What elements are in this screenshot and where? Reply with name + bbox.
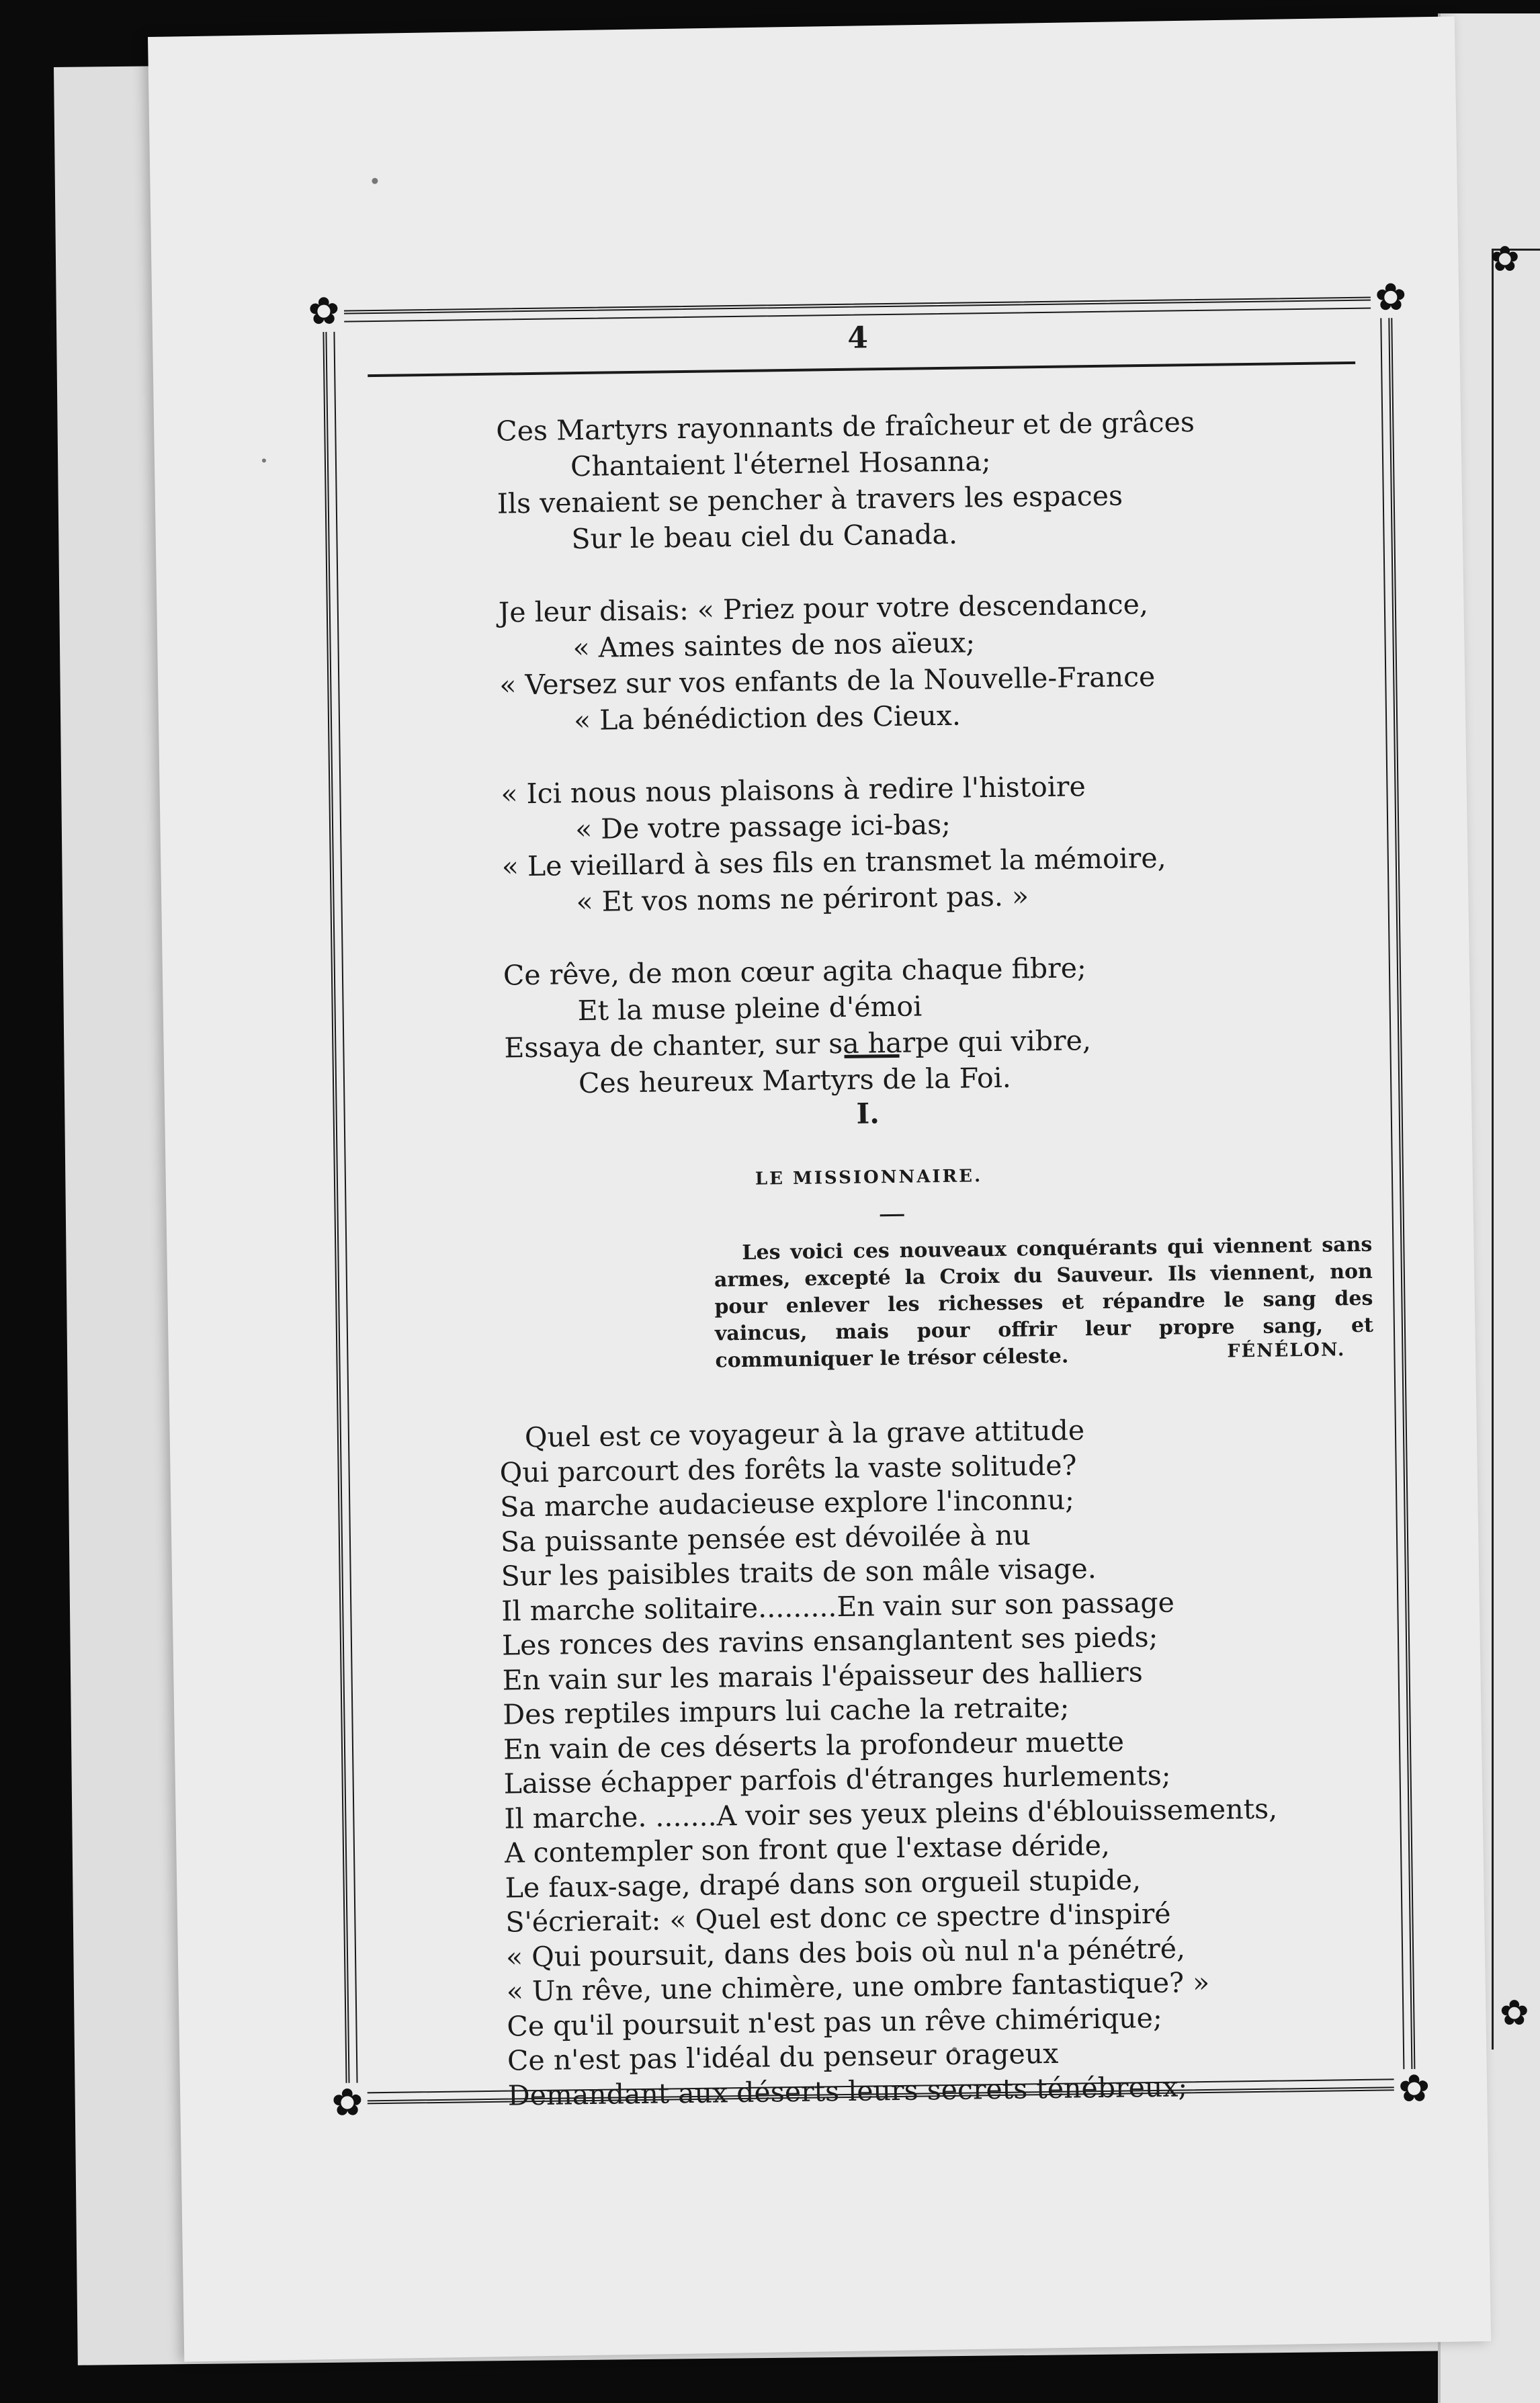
verse-line: « Un rêve, une chimère, une ombre fantastique? » xyxy=(506,1966,1210,2008)
poem-line: « Et vos noms ne périront pas. » xyxy=(576,880,1029,919)
corner-ornament: ✿ xyxy=(1370,278,1411,319)
verse-line: Quel est ce voyageur à la grave attitude xyxy=(524,1414,1085,1454)
scan-speck xyxy=(372,178,378,184)
adjacent-corner-ornament: ✿ xyxy=(1490,239,1520,280)
verse-line: Ce qu'il poursuit n'est pas un rêve chimérique; xyxy=(507,2001,1163,2043)
scan-speck xyxy=(262,458,266,462)
poem-line: Sur le beau ciel du Canada. xyxy=(571,517,958,556)
stanza xyxy=(499,585,1240,739)
corner-ornament: ✿ xyxy=(304,292,345,333)
verse-line: Des reptiles impurs lui cache la retraite; xyxy=(503,1691,1070,1731)
poem-line: « La bénédiction des Cieux. xyxy=(573,699,961,737)
verse-line: Laisse échapper parfois d'étranges hurlements; xyxy=(503,1759,1171,1800)
poem-line: « De votre passage ici-bas; xyxy=(574,808,951,846)
section-numeral: I. xyxy=(856,1097,880,1130)
verse-line: Sa puissante pensée est dévoilée à nu xyxy=(500,1518,1031,1558)
verse-line: Demandant aux déserts leurs secrets ténébreux; xyxy=(507,2070,1188,2112)
stanza xyxy=(496,403,1237,558)
poem-line: « Versez sur vos enfants de la Nouvelle-France xyxy=(499,660,1156,702)
poem-line: Ce rêve, de mon cœur agita chaque fibre; xyxy=(503,952,1087,992)
poem-line: Chantaient l'éternel Hosanna; xyxy=(570,445,991,483)
adjacent-frame-line xyxy=(1492,249,1494,2050)
verse-body xyxy=(499,1410,1381,2113)
poem-line: Essaya de chanter, sur sa harpe qui vibre, xyxy=(504,1024,1092,1064)
poem-line: « Le vieillard à ses fils en transmet la mémoire, xyxy=(501,841,1166,883)
page-frame xyxy=(308,275,1430,2125)
verse-line: Il marche solitaire.........En vain sur son passage xyxy=(501,1586,1175,1628)
title-dash xyxy=(880,1214,904,1216)
corner-ornament: ✿ xyxy=(1394,2069,1435,2110)
poem-line: Je leur disais: « Priez pour votre descendance, xyxy=(498,587,1149,629)
verse-line: En vain de ces déserts la profondeur muette xyxy=(503,1725,1125,1766)
poem-line: Ils venaient se pencher à travers les espaces xyxy=(497,479,1123,520)
poem-line: Ces heureux Martyrs de la Foi. xyxy=(578,1061,1012,1100)
verse-line: Le faux-sage, drapé dans son orgueil stupide, xyxy=(505,1863,1142,1904)
verse-line: Les ronces des ravins ensanglantent ses pieds; xyxy=(501,1620,1158,1662)
verse-line: Il marche. .......A voir ses yeux pleins d'éblouissements, xyxy=(504,1792,1278,1835)
epigraph-text: Les voici ces nouveaux conquérants qui viennent sans armes, excepté la Croix du Sauveur. Ils viennent, non pour enlever les richesses et répandre le sang des vaincus, mais pour offrir leur propre sang, et communiquer le trésor céleste. xyxy=(714,1232,1374,1373)
adjacent-corner-ornament: ✿ xyxy=(1500,1993,1529,2033)
verse-line: A contempler son front que l'extase déride, xyxy=(504,1828,1111,1869)
section-divider xyxy=(845,1054,900,1058)
verse-line: Sur les paisibles traits de son mâle visage. xyxy=(501,1552,1097,1593)
verse-line: Sa marche audacieuse explore l'inconnu; xyxy=(500,1483,1075,1523)
verse-line: S'écrierait: « Quel est donc ce spectre d'inspiré xyxy=(505,1897,1171,1939)
poem-line: « Ici nous nous plaisons à redire l'histoire xyxy=(501,770,1086,810)
poem-line: Ces Martyrs rayonnants de fraîcheur et de grâces xyxy=(496,406,1195,448)
corner-ornament: ✿ xyxy=(327,2082,368,2123)
poem-line: Et la muse pleine d'émoi xyxy=(577,990,923,1027)
verse-line: Ce n'est pas l'idéal du penseur orageux xyxy=(507,2037,1059,2077)
section-title: LE MISSIONNAIRE. xyxy=(755,1166,983,1189)
page-number: 4 xyxy=(847,321,869,355)
stanza xyxy=(503,947,1244,1102)
verse-line: En vain sur les marais l'épaisseur des halliers xyxy=(502,1655,1144,1697)
intro-poem xyxy=(496,403,1244,1138)
verse-line: « Qui poursuit, dans des bois où nul n'a pénétré, xyxy=(505,1931,1186,1974)
verse-line: Qui parcourt des forêts la vaste solitude? xyxy=(499,1448,1077,1489)
poem-line: « Ames saintes de nos aïeux; xyxy=(572,626,976,665)
stanza xyxy=(501,766,1242,921)
epigraph-author: FÉNÉLON. xyxy=(1227,1339,1346,1362)
